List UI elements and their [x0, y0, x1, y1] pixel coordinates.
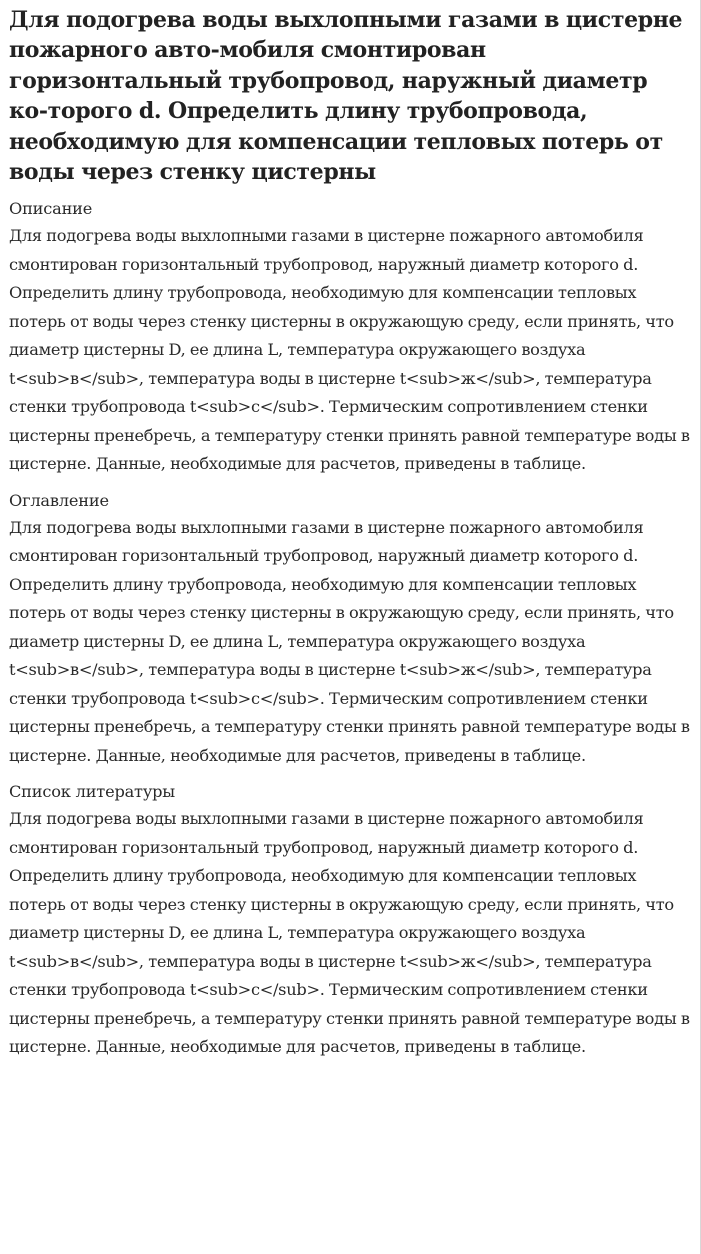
- references-heading: Список литературы: [9, 782, 175, 802]
- contents-heading: Оглавление: [9, 490, 109, 510]
- contents-text: Для подогрева воды выхлопными газами в цистерне пожарного автомобиля смонтирован горизонтальный трубопровод, наружный диаметр которого d. Определить длину трубопровода, необходимую для компенсации тепловых потерь от воды через стенку цистерны в окружающую среду, если принять, что диаметр цистерны D, ее длина L, температура окружающего воздуха t<sub>в</sub>, температура воды в цистерне t<sub>ж</sub>, температура стенки трубопровода t<sub>с</sub>. Термическим сопротивлением стенки цистерны пренебречь, а температуру стенки принять равной температуре воды в цистерне. Данные, необходимые для расчетов, приведены в таблице.: [9, 517, 690, 765]
- description-heading: Описание: [9, 199, 93, 219]
- contents-section: [9, 488, 690, 771]
- description-text: Для подогрева воды выхлопными газами в цистерне пожарного автомобиля смонтирован горизонтальный трубопровод, наружный диаметр которого d. Определить длину трубопровода, необходимую для компенсации тепловых потерь от воды через стенку цистерны в окружающую среду, если принять, что диаметр цистерны D, ее длина L, температура окружающего воздуха t<sub>в</sub>, температура воды в цистерне t<sub>ж</sub>, температура стенки трубопровода t<sub>с</sub>. Термическим сопротивлением стенки цистерны пренебречь, а температуру стенки принять равной температуре воды в цистерне. Данные, необходимые для расчетов, приведены в таблице.: [9, 226, 690, 474]
- page-title: Для подогрева воды выхлопными газами в цистерне пожарного авто-мобиля смонтирован горизонтальный трубопровод, наружный диаметр ко-торого d. Определить длину трубопровода, необходимую для компенсации тепловых потерь от воды через стенку цистерны: [9, 7, 683, 186]
- references-section: [9, 779, 690, 1062]
- references-text: Для подогрева воды выхлопными газами в цистерне пожарного автомобиля смонтирован горизонтальный трубопровод, наружный диаметр которого d. Определить длину трубопровода, необходимую для компенсации тепловых потерь от воды через стенку цистерны в окружающую среду, если принять, что диаметр цистерны D, ее длина L, температура окружающего воздуха t<sub>в</sub>, температура воды в цистерне t<sub>ж</sub>, температура стенки трубопровода t<sub>с</sub>. Термическим сопротивлением стенки цистерны пренебречь, а температуру стенки принять равной температуре воды в цистерне. Данные, необходимые для расчетов, приведены в таблице.: [9, 809, 690, 1057]
- description-section: [9, 196, 690, 479]
